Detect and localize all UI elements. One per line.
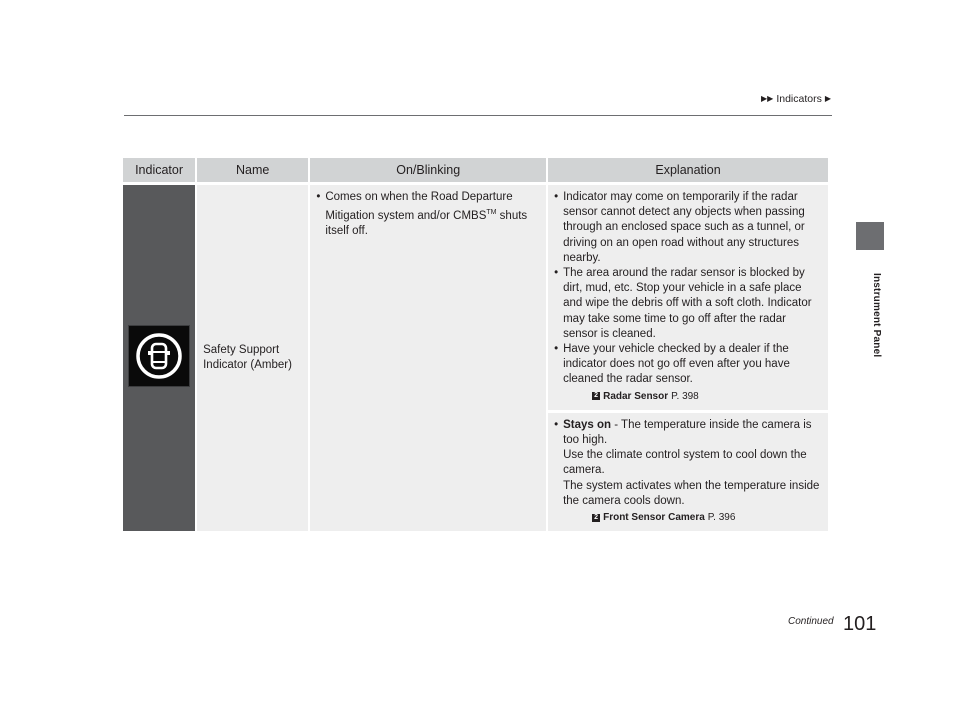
on-blinking-cell <box>310 185 546 531</box>
column-header-name: Name <box>197 158 308 185</box>
continued-label: Continued <box>788 616 834 627</box>
explanation-item: • Have your vehicle checked by a dealer if the indicator does not go off even after you have cleaned the radar sensor. <box>554 342 822 388</box>
explanation-item: • The area around the radar sensor is blocked by dirt, mud, etc. Stop your vehicle in a safe place and wipe the debris off with a soft cloth. Indicator may take some time to go off after the radar sensor is cleaned. <box>554 266 822 342</box>
stays-on-item: • Stays on - The temperature inside the camera is too high. <box>554 418 822 448</box>
header-rule <box>124 115 832 116</box>
indicator-cell <box>123 185 195 531</box>
stays-on-line2: Use the climate control system to cool down the camera. <box>563 449 807 477</box>
explanation-cell <box>548 185 828 410</box>
indicator-name-line2: Indicator (Amber) <box>203 359 292 372</box>
safety-support-icon <box>128 325 190 387</box>
column-header-on-blinking: On/Blinking <box>310 158 546 185</box>
triangle-right-icon: ▶ <box>824 94 831 103</box>
reference-arrow-icon: 2 <box>592 392 600 400</box>
name-cell <box>197 185 308 531</box>
explanation-cell-stays-on <box>548 410 828 531</box>
explanation-item: • Indicator may come on temporarily if the radar sensor cannot detect any objects when passing through an enclosed space such as a tunnel, or driving on an open road without any structures nearby. <box>554 190 822 266</box>
breadcrumb <box>761 93 831 105</box>
cross-reference-radar-sensor[interactable]: 2 Radar Sensor P. 398 <box>554 389 822 404</box>
section-tab <box>856 222 884 250</box>
table-row <box>123 185 828 410</box>
triangle-right-icon: ▶▶ <box>761 94 774 103</box>
cross-reference-front-sensor-camera[interactable]: 2 Front Sensor Camera P. 396 <box>554 510 822 525</box>
indicator-table <box>121 158 830 531</box>
column-header-indicator: Indicator <box>123 158 195 185</box>
breadcrumb-label: Indicators <box>776 93 822 105</box>
stays-on-line3: The system activates when the temperature inside the camera cools down. <box>563 479 820 507</box>
page-number: 101 <box>843 613 877 635</box>
column-header-explanation: Explanation <box>548 158 828 185</box>
indicator-name-line1: Safety Support <box>203 343 280 356</box>
reference-arrow-icon: 2 <box>592 514 600 522</box>
section-label: Instrument Panel <box>871 272 882 358</box>
on-blinking-item: • Comes on when the Road Departure Mitigation system and/or CMBS™ shuts itself off. <box>316 190 540 239</box>
